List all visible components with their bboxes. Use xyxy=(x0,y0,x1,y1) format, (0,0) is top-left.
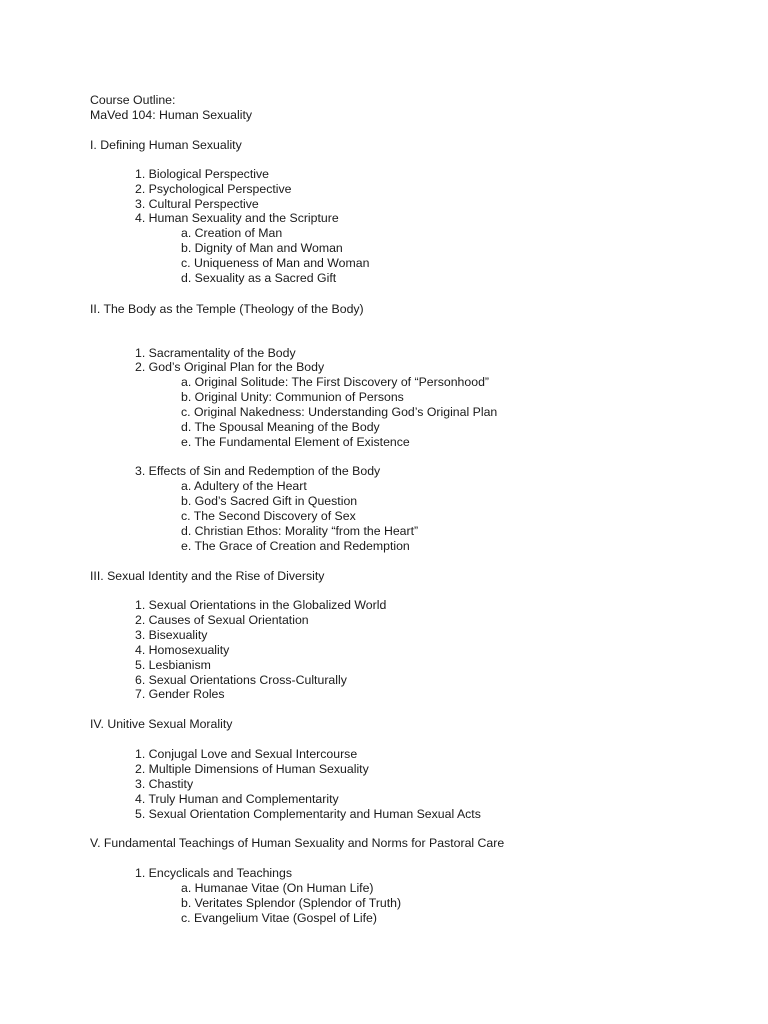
outline-item: 1. Conjugal Love and Sexual Intercourse xyxy=(135,747,358,761)
outline-subitem: b. Original Unity: Communion of Persons xyxy=(181,390,404,404)
outline-subitem: c. Original Nakedness: Understanding God’s Original Plan xyxy=(181,405,498,419)
outline-subitem: b. Dignity of Man and Woman xyxy=(181,241,343,255)
outline-subitem: c. The Second Discovery of Sex xyxy=(181,509,356,523)
outline-subitem: d. Christian Ethos: Morality “from the Heart” xyxy=(181,524,419,538)
outline-item: 3. Chastity xyxy=(135,777,194,791)
outline-item: 6. Sexual Orientations Cross-Culturally xyxy=(135,673,347,687)
outline-item: 2. God’s Original Plan for the Body xyxy=(135,360,325,374)
outline-subitem: b. Veritates Splendor (Splendor of Truth) xyxy=(181,896,402,910)
outline-subitem: e. The Grace of Creation and Redemption xyxy=(181,539,410,553)
outline-subitem: a. Adultery of the Heart xyxy=(181,479,307,493)
outline-item: 1. Sacramentality of the Body xyxy=(135,346,296,360)
outline-item: 3. Effects of Sin and Redemption of the Body xyxy=(135,464,381,478)
outline-subitem: a. Humanae Vitae (On Human Life) xyxy=(181,881,374,895)
outline-subitem: a. Creation of Man xyxy=(181,226,283,240)
outline-item: 2. Causes of Sexual Orientation xyxy=(135,613,309,627)
outline-item: 4. Homosexuality xyxy=(135,643,230,657)
outline-subitem: d. Sexuality as a Sacred Gift xyxy=(181,271,337,285)
doc-header-line1: Course Outline: xyxy=(90,93,176,107)
outline-item: 4. Human Sexuality and the Scripture xyxy=(135,211,339,225)
outline-subitem: d. The Spousal Meaning of the Body xyxy=(181,420,380,434)
outline-item: 5. Lesbianism xyxy=(135,658,211,672)
outline-item: 5. Sexual Orientation Complementarity and Human Sexual Acts xyxy=(135,807,481,821)
outline-item: 3. Bisexuality xyxy=(135,628,208,642)
section-heading: I. Defining Human Sexuality xyxy=(90,138,242,152)
outline-item: 4. Truly Human and Complementarity xyxy=(135,792,339,806)
outline-subitem: c. Evangelium Vitae (Gospel of Life) xyxy=(181,911,377,925)
outline-subitem: c. Uniqueness of Man and Woman xyxy=(181,256,370,270)
section-heading: IV. Unitive Sexual Morality xyxy=(90,717,233,731)
section-heading: II. The Body as the Temple (Theology of the Body) xyxy=(90,302,364,316)
section-heading: V. Fundamental Teachings of Human Sexuality and Norms for Pastoral Care xyxy=(90,836,505,850)
outline-item: 2. Psychological Perspective xyxy=(135,182,292,196)
doc-header-line2: MaVed 104: Human Sexuality xyxy=(90,108,253,122)
outline-item: 1. Encyclicals and Teachings xyxy=(135,866,292,880)
section-heading: III. Sexual Identity and the Rise of Diversity xyxy=(90,569,325,583)
outline-item: 2. Multiple Dimensions of Human Sexuality xyxy=(135,762,369,776)
outline-item: 7. Gender Roles xyxy=(135,687,225,701)
outline-subitem: b. God’s Sacred Gift in Question xyxy=(181,494,358,508)
outline-item: 1. Biological Perspective xyxy=(135,167,269,181)
outline-subitem: e. The Fundamental Element of Existence xyxy=(181,435,410,449)
outline-subitem: a. Original Solitude: The First Discovery of “Personhood” xyxy=(181,375,490,389)
outline-item: 3. Cultural Perspective xyxy=(135,197,259,211)
outline-item: 1. Sexual Orientations in the Globalized World xyxy=(135,598,387,612)
